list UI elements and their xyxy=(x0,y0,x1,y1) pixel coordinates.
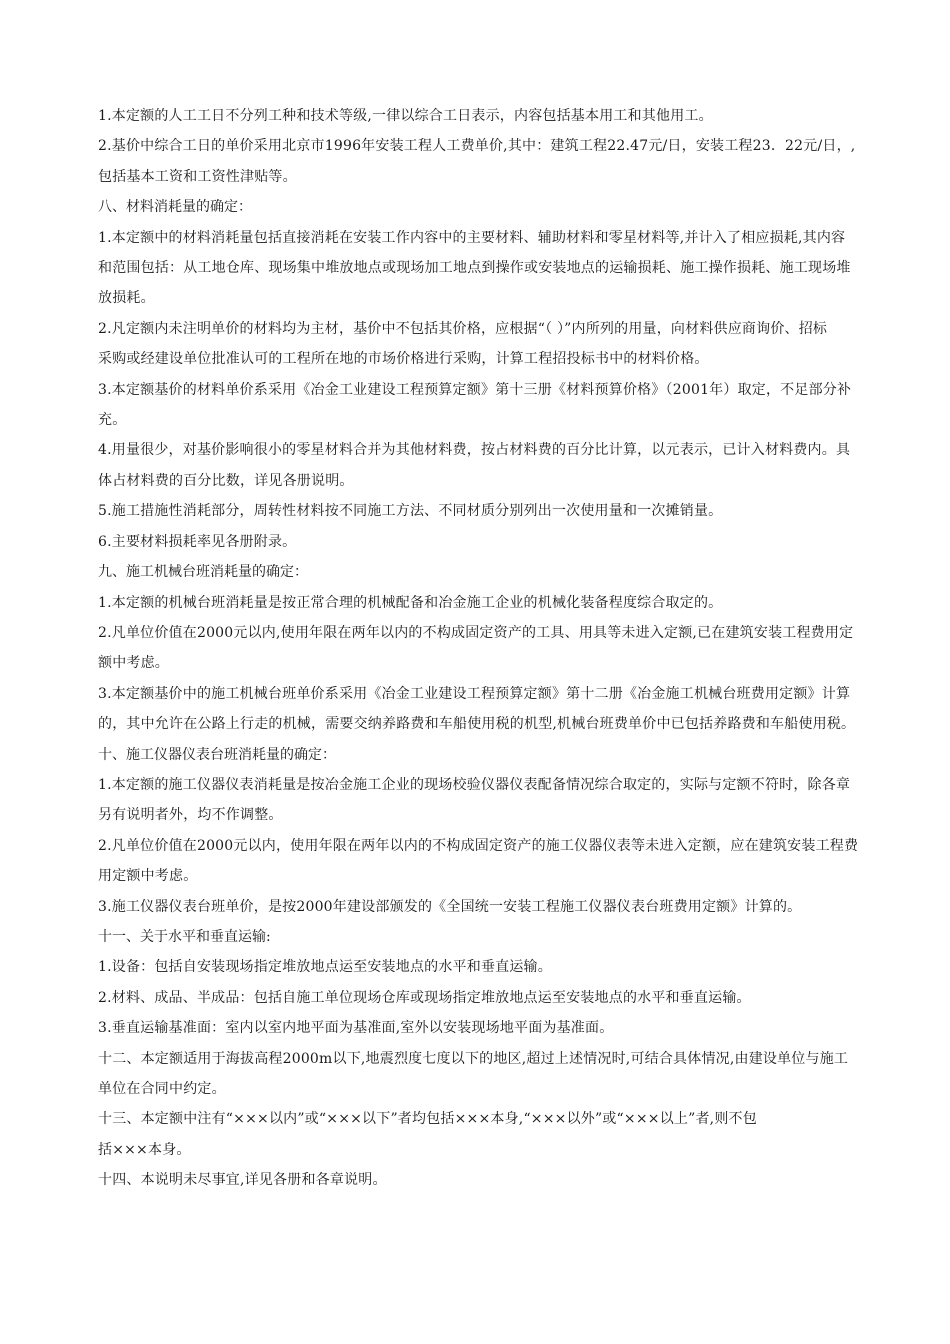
paragraph xyxy=(98,618,873,679)
paragraph xyxy=(98,770,873,831)
text-line: 2.凡单位价值在2000元以内,使用年限在两年以内的不构成固定资产的工具、用具等未进入定额,已在建筑安装工程费用定 xyxy=(98,624,854,641)
text-line: 和范围包括：从工地仓库、现场集中堆放地点或现场加工地点到操作或安装地点的运输损耗、施工操作损耗、施工现场堆 xyxy=(98,260,851,277)
paragraph xyxy=(98,1013,873,1043)
text-line: 充。 xyxy=(98,412,127,429)
text-line: 体占材料费的百分比数，详见各册说明。 xyxy=(98,472,354,489)
paragraph xyxy=(98,131,873,192)
text-line: 3.施工仪器仪表台班单价，是按2000年建设部颁发的《全国统一安装工程施工仪器仪表台班费用定额》计算的。 xyxy=(98,898,802,915)
text-line: 1.本定额的人工工日不分列工种和技术等级,一律以综合工日表示，内容包括基本用工和其他用工。 xyxy=(98,108,713,124)
paragraph xyxy=(98,435,873,496)
text-line: 1.设备：包括自安装现场指定堆放地点运至安装地点的水平和垂直运输。 xyxy=(98,959,552,976)
paragraph xyxy=(98,1104,873,1165)
text-line: 采购或经建设单位批准认可的工程所在地的市场价格进行采购，计算工程招投标书中的材料价格。 xyxy=(98,351,709,368)
text-line: 2.基价中综合工日的单价采用北京市1996年安装工程人工费单价,其中：建筑工程22.47元/日，安装工程23．22元/日，, xyxy=(98,138,856,155)
text-line: 另有说明者外，均不作调整。 xyxy=(98,807,283,824)
text-line: 九、施工机械台班消耗量的确定： xyxy=(98,564,308,581)
text-line: 十、施工仪器仪表台班消耗量的确定： xyxy=(98,746,336,763)
text-line: 放损耗。 xyxy=(98,290,155,307)
text-line: 4.用量很少，对基价影响很小的零星材料合并为其他材料费，按占材料费的百分比计算，以元表示，已计入材料费内。具 xyxy=(98,442,851,459)
text-line: 额中考虑。 xyxy=(98,655,169,672)
paragraph xyxy=(98,314,873,375)
paragraph xyxy=(98,831,873,892)
section-heading xyxy=(98,192,873,222)
text-line: 十一、关于水平和垂直运输: xyxy=(98,928,271,945)
text-line: 1.本定额中的材料消耗量包括直接消耗在安装工作内容中的主要材料、辅助材料和零星材料等,并计入了相应损耗,其内容 xyxy=(98,229,846,246)
text-line: 3.本定额基价的材料单价系采用《冶金工业建设工程预算定额》第十三册《材料预算价格》（2001年）取定，不足部分补 xyxy=(98,381,852,398)
paragraph xyxy=(98,892,873,922)
paragraph xyxy=(98,983,873,1013)
paragraph xyxy=(98,679,873,740)
paragraph xyxy=(98,496,873,526)
section-heading xyxy=(98,922,873,952)
paragraph xyxy=(98,375,873,436)
section-heading xyxy=(98,557,873,587)
text-line: 十二、本定额适用于海拔高程2000m以下,地震烈度七度以下的地区,超过上述情况时,可结合具体情况,由建设单位与施工 xyxy=(98,1050,849,1067)
section-heading xyxy=(98,740,873,770)
paragraph-list xyxy=(98,101,873,1196)
text-line: 十四、本说明未尽事宜,详见各册和各章说明。 xyxy=(98,1172,387,1189)
paragraph xyxy=(98,101,873,131)
text-line: 5.施工措施性消耗部分，周转性材料按不同施工方法、不同材质分别列出一次使用量和一次摊销量。 xyxy=(98,503,723,520)
text-line: 2.凡单位价值在2000元以内，使用年限在两年以内的不构成固定资产的施工仪器仪表等未进入定额，应在建筑安装工程费 xyxy=(98,837,859,854)
paragraph xyxy=(98,588,873,618)
text-line: 1.本定额的机械台班消耗量是按正常合理的机械配备和冶金施工企业的机械化装备程度综合取定的。 xyxy=(98,594,723,611)
text-line: 用定额中考虑。 xyxy=(98,868,198,885)
paragraph xyxy=(98,527,873,557)
text-line: 3.垂直运输基准面：室内以室内地平面为基准面,室外以安装现场地平面为基准面。 xyxy=(98,1020,614,1037)
text-line: 2.材料、成品、半成品：包括自施工单位现场仓库或现场指定堆放地点运至安装地点的水平和垂直运输。 xyxy=(98,989,751,1006)
paragraph xyxy=(98,1044,873,1105)
text-line: 6.主要材料损耗率见各册附录。 xyxy=(98,533,297,550)
document-body xyxy=(98,101,873,1196)
paragraph xyxy=(98,952,873,982)
text-line: 括×××本身。 xyxy=(98,1141,191,1158)
text-line: 1.本定额的施工仪器仪表消耗量是按冶金施工企业的现场校验仪器仪表配备情况综合取定的，实际与定额不符时，除各章 xyxy=(98,776,851,793)
text-line: 包括基本工资和工资性津贴等。 xyxy=(98,168,297,185)
text-line: 单位在合同中约定。 xyxy=(98,1081,226,1097)
text-line: 十三、本定额中注有“×××以内”或“×××以下”者均包括×××本身,“×××以外”或“×××以上”者,则不包 xyxy=(98,1111,757,1128)
text-line: 八、材料消耗量的确定： xyxy=(98,199,252,216)
text-line: 2.凡定额内未注明单价的材料均为主材，基价中不包括其价格，应根据“（ ）”内所列的用量，向材料供应商询价、招标 xyxy=(98,320,828,337)
paragraph xyxy=(98,1165,873,1195)
text-line: 的，其中允许在公路上行走的机械，需要交纳养路费和车船使用税的机型,机械台班费单价中已包括养路费和车船使用税。 xyxy=(98,716,856,733)
paragraph xyxy=(98,223,873,314)
text-line: 3.本定额基价中的施工机械台班单价系采用《冶金工业建设工程预算定额》第十二册《冶金施工机械台班费用定额》计算 xyxy=(98,685,851,702)
